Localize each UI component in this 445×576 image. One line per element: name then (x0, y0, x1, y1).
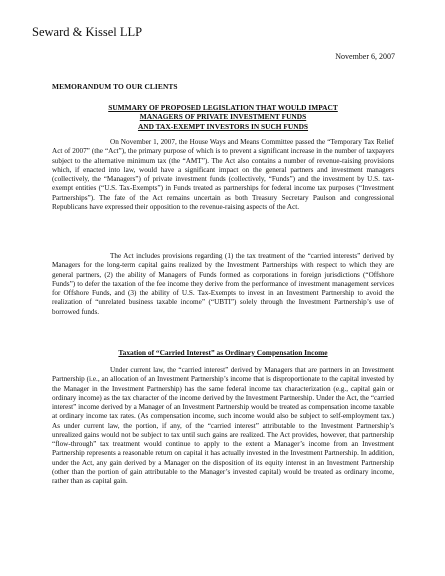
title-line-3: AND TAX-EXEMPT INVESTORS IN SUCH FUNDS (137, 121, 309, 131)
memo-heading: MEMORANDUM TO OUR CLIENTS (52, 82, 178, 91)
firm-name: Seward & Kissel LLP (32, 25, 143, 39)
title-line-1: SUMMARY OF PROPOSED LEGISLATION THAT WOULD IMPACT (108, 103, 338, 112)
title-line-2: MANAGERS OF PRIVATE INVESTMENT FUNDS (139, 112, 307, 122)
paragraph-intro: On November 1, 2007, the House Ways and Means Committee passed the “Temporary Tax Relief Act of 2007” (the “Act”), the primary purpose of which is to prevent a significant increase in the number of taxpayers subject to the alternative minimum tax (the “AMT”). The Act also contains a number of revenue-raising provisions which, if enacted into law, would have a significant impact on the general partners and investment managers (collectively, the “Managers”) of private investment funds (collectively, “Funds”) and the investment by U.S. tax-exempt entities (“U.S. Tax-Exempts”) in Funds treated as partnerships for federal income tax purposes (“Investment Partnerships”). The fate of the Act remains uncertain as both Treasury Secretary Paulson and congressional Republicans have expressed their opposition to the revenue-raising aspects of the Act. (52, 138, 394, 211)
memo-date: November 6, 2007 (335, 52, 395, 61)
paragraph-carried-interest: Under current law, the “carried interest” derived by Managers that are partners in an Investment Partnership (i.e., an allocation of an Investment Partnership’s income that is disproportionate to the capital invested by the Manager in the Investment Partnership) has the same federal income tax characterization (e.g., capital gain or ordinary income) as the tax character of the income derived by the Investment Partnership. Under the Act, the “carried interest” income derived by a Manager of an Investment Partnership would be treated as compensation income taxable at ordinary income tax rates. (As compensation income, such income would also be subject to self-employment tax.) As under current law, the portion, if any, of the “carried interest” attributable to the Investment Partnership’s unrealized gains would not be subject to tax until such gains are realized. The Act provides, however, that partnership “flow-through” tax treatment would continue to apply to the extent a Manager’s income from an Investment Partnership represents a reasonable return on capital it has actually invested in the Investment Partnership. In addition, under the Act, any gain derived by a Manager on the disposition of its equity interest in an Investment Partnership (other than the portion of gain attributable to the Manager’s invested capital) would be treated as ordinary income, rather than as capital gain. (52, 366, 394, 485)
paragraph-provisions: The Act includes provisions regarding (1) the tax treatment of the “carried interests” derived by Managers for the long-term capital gains realized by the Investment Partnerships with respect to which they are general partners, (2) the ability of Managers of Funds formed as corporations in foreign jurisdictions (“Offshore Funds”) to defer the taxation of the fee income they derive from the performance of investment management services for Offshore Funds, and (3) the ability of U.S. Tax-Exempts to invest in an Investment Partnership to avoid the realization of “unrelated business taxable income” (“UBTI”) solely through the Investment Partnership’s use of borrowed funds. (52, 252, 394, 316)
section-subheading: Taxation of “Carried Interest” as Ordinary Compensation Income (118, 348, 328, 357)
memo-title (52, 103, 394, 131)
